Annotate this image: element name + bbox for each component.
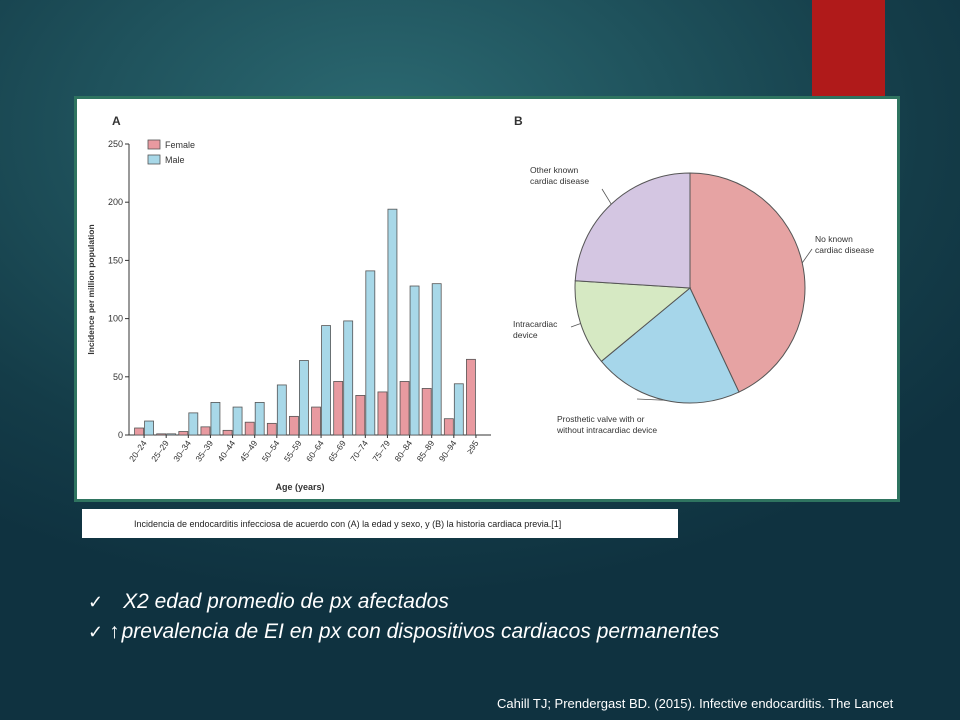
legend-label-male: Male — [165, 155, 185, 165]
pie-slice-label: No known cardiac disease — [815, 234, 875, 255]
legend-swatch-female — [148, 140, 160, 149]
panel-label-a: A — [112, 114, 121, 128]
x-tick-label: 45–49 — [237, 438, 260, 464]
x-tick-label: 75–79 — [370, 438, 393, 464]
bar-male — [299, 361, 308, 435]
y-tick-label: 250 — [107, 139, 123, 149]
bar-female — [245, 422, 254, 435]
bar-female — [289, 416, 298, 435]
x-axis-label: Age (years) — [275, 482, 325, 492]
bullet-text: X2 edad promedio de px afectados — [123, 590, 449, 613]
x-tick-label: 60–64 — [303, 438, 326, 464]
pie-slice-label: Other known cardiac disease — [530, 165, 590, 186]
bar-male — [388, 209, 397, 435]
bar-female — [444, 419, 453, 435]
bar-female — [179, 432, 188, 435]
y-tick-label: 200 — [107, 197, 123, 208]
x-tick-label: ≥95 — [464, 438, 481, 456]
bar-female — [356, 395, 365, 435]
x-tick-label: 80–84 — [392, 438, 415, 464]
legend-swatch-male — [148, 155, 160, 164]
x-tick-label: 20–24 — [126, 438, 149, 464]
bar-female — [157, 434, 166, 435]
figure-caption: Incidencia de endocarditis infecciosa de acuerdo con (A) la edad y sexo, y (B) la historia cardiaca previa.[1] — [82, 509, 678, 538]
pie-slice-label: Intracardiac device — [513, 319, 558, 340]
x-tick-label: 50–54 — [259, 438, 282, 464]
bar-female — [334, 381, 343, 435]
arrow-up-icon: ↑ — [109, 620, 120, 643]
x-tick-label: 35–39 — [193, 438, 216, 464]
y-tick-label: 100 — [107, 313, 123, 324]
legend-label-female: Female — [165, 140, 196, 150]
y-tick-label: 0 — [117, 430, 123, 440]
bar-female — [466, 359, 475, 435]
bullet-list — [88, 590, 719, 650]
bar-female — [267, 423, 276, 435]
bar-female — [135, 428, 144, 435]
figure-frame — [74, 96, 900, 502]
figure-chart — [77, 99, 897, 499]
x-tick-label: 85–89 — [414, 438, 437, 464]
figure-panel — [77, 99, 897, 499]
x-tick-label: 65–69 — [326, 438, 348, 464]
check-icon: ✓ — [88, 622, 104, 642]
x-tick-label: 25–29 — [149, 438, 171, 464]
pie-slice — [575, 173, 690, 288]
bar-male — [454, 384, 463, 435]
bullet-text: prevalencia de EI en px con dispositivos cardiacos permanentes — [121, 620, 720, 643]
bar-female — [312, 407, 321, 435]
bar-male — [211, 402, 220, 435]
pie-label-leader — [571, 324, 581, 327]
bar-male — [167, 434, 176, 435]
bar-female — [422, 388, 431, 435]
bar-male — [189, 413, 198, 435]
bar-male — [322, 326, 331, 435]
x-tick-label: 55–59 — [281, 438, 304, 464]
citation: Cahill TJ; Prendergast BD. (2015). Infective endocarditis. The Lancet — [497, 696, 894, 711]
bullet-item — [88, 590, 719, 620]
pie-label-leader — [602, 189, 611, 204]
bar-female — [378, 392, 387, 435]
x-tick-label: 70–74 — [348, 438, 370, 464]
panel-label-b: B — [514, 114, 523, 128]
bar-male — [410, 286, 419, 435]
y-tick-label: 50 — [112, 371, 123, 382]
bar-male — [366, 271, 375, 435]
bar-male — [255, 402, 264, 435]
bar-female — [201, 427, 210, 435]
bar-female — [223, 430, 232, 435]
bar-male — [277, 385, 286, 435]
bar-male — [432, 284, 441, 435]
x-tick-label: 90–94 — [436, 438, 459, 464]
bullet-item — [88, 620, 719, 650]
check-icon: ✓ — [88, 592, 104, 612]
bar-male — [344, 321, 353, 435]
x-tick-label: 40–44 — [215, 438, 238, 464]
accent-red-bar — [812, 0, 885, 96]
bar-male — [233, 407, 242, 435]
y-tick-label: 150 — [107, 255, 123, 266]
y-axis-label: Incidence per million population — [86, 224, 96, 355]
x-tick-label: 30–34 — [171, 438, 193, 464]
pie-slice-label: Prosthetic valve with or without intracardiac device — [557, 414, 658, 435]
bar-female — [400, 381, 409, 435]
pie-label-leader — [802, 249, 812, 263]
bar-male — [145, 421, 154, 435]
